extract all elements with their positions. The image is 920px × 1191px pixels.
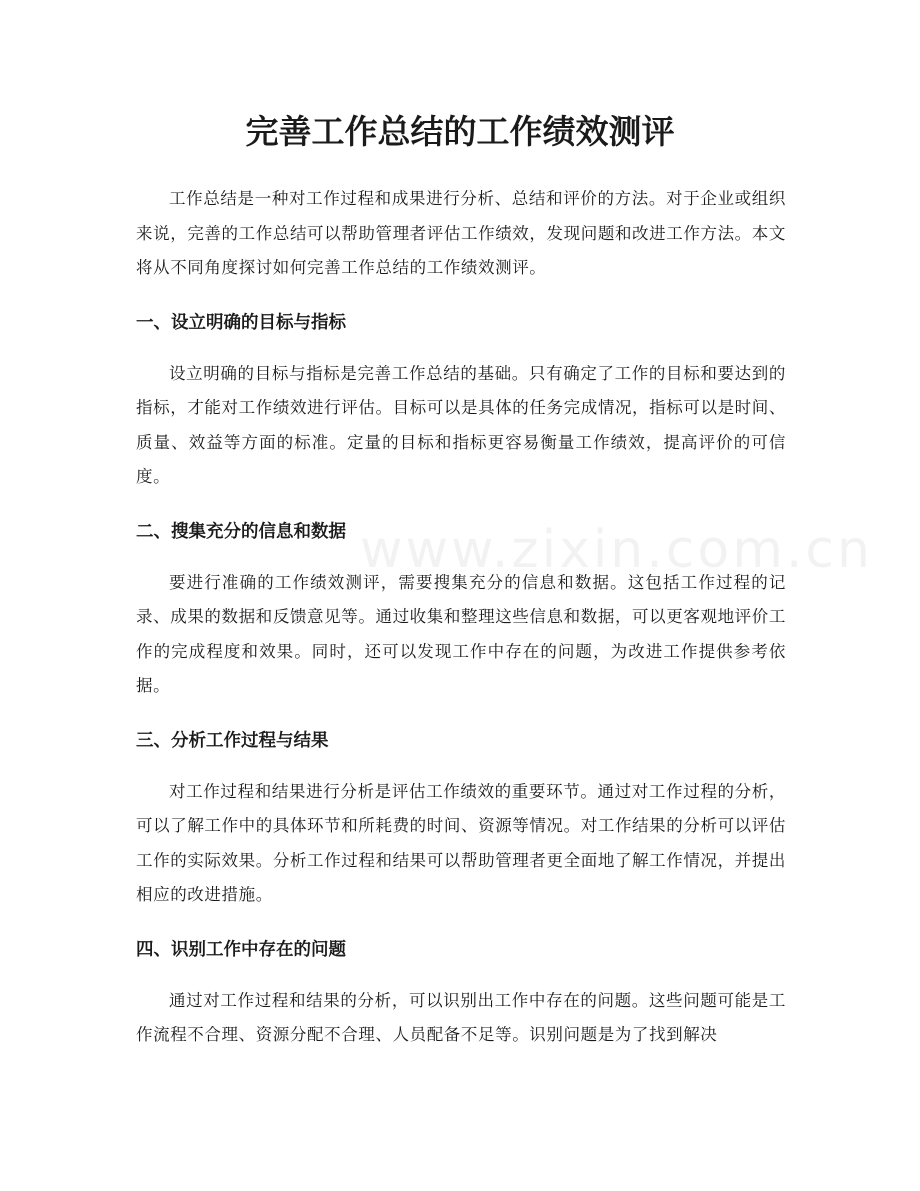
section-heading-2: 二、搜集充分的信息和数据 xyxy=(136,521,346,542)
document-body xyxy=(136,182,786,1053)
section-heading-4: 四、识别工作中存在的问题 xyxy=(136,939,346,960)
section-heading-1: 一、设立明确的目标与指标 xyxy=(136,312,346,333)
watermark: www.zixin.com.cn xyxy=(360,520,873,580)
section-heading-3: 三、分析工作过程与结果 xyxy=(136,730,329,751)
section-paragraph-2: 要进行准确的工作绩效测评，需要搜集充分的信息和数据。这包括工作过程的记录、成果的数据和反馈意见等。通过收集和整理这些信息和数据，可以更客观地评价工作的完成程度和效果。同时，还可以发现工作中存在的问题，为改进工作提供参考依据。 xyxy=(136,572,786,695)
section-paragraph-1: 设立明确的目标与指标是完善工作总结的基础。只有确定了工作的目标和要达到的指标，才能对工作绩效进行评估。目标可以是具体的任务完成情况，指标可以是时间、质量、效益等方面的标准。定量的目标和指标更容易衡量工作绩效，提高评价的可信度。 xyxy=(136,363,786,486)
intro-paragraph: 工作总结是一种对工作过程和成果进行分析、总结和评价的方法。对于企业或组织来说，完善的工作总结可以帮助管理者评估工作绩效，发现问题和改进工作方法。本文将从不同角度探讨如何完善工作总结的工作绩效测评。 xyxy=(136,189,786,277)
page-title: 完善工作总结的工作绩效测评 xyxy=(245,112,675,151)
section-paragraph-3: 对工作过程和结果进行分析是评估工作绩效的重要环节。通过对工作过程的分析，可以了解工作中的具体环节和所耗费的时间、资源等情况。对工作结果的分析可以评估工作的实际效果。分析工作过程和结果可以帮助管理者更全面地了解工作情况，并提出相应的改进措施。 xyxy=(136,781,786,904)
section-paragraph-4: 通过对工作过程和结果的分析，可以识别出工作中存在的问题。这些问题可能是工作流程不合理、资源分配不合理、人员配备不足等。识别问题是为了找到解决 xyxy=(136,990,786,1044)
